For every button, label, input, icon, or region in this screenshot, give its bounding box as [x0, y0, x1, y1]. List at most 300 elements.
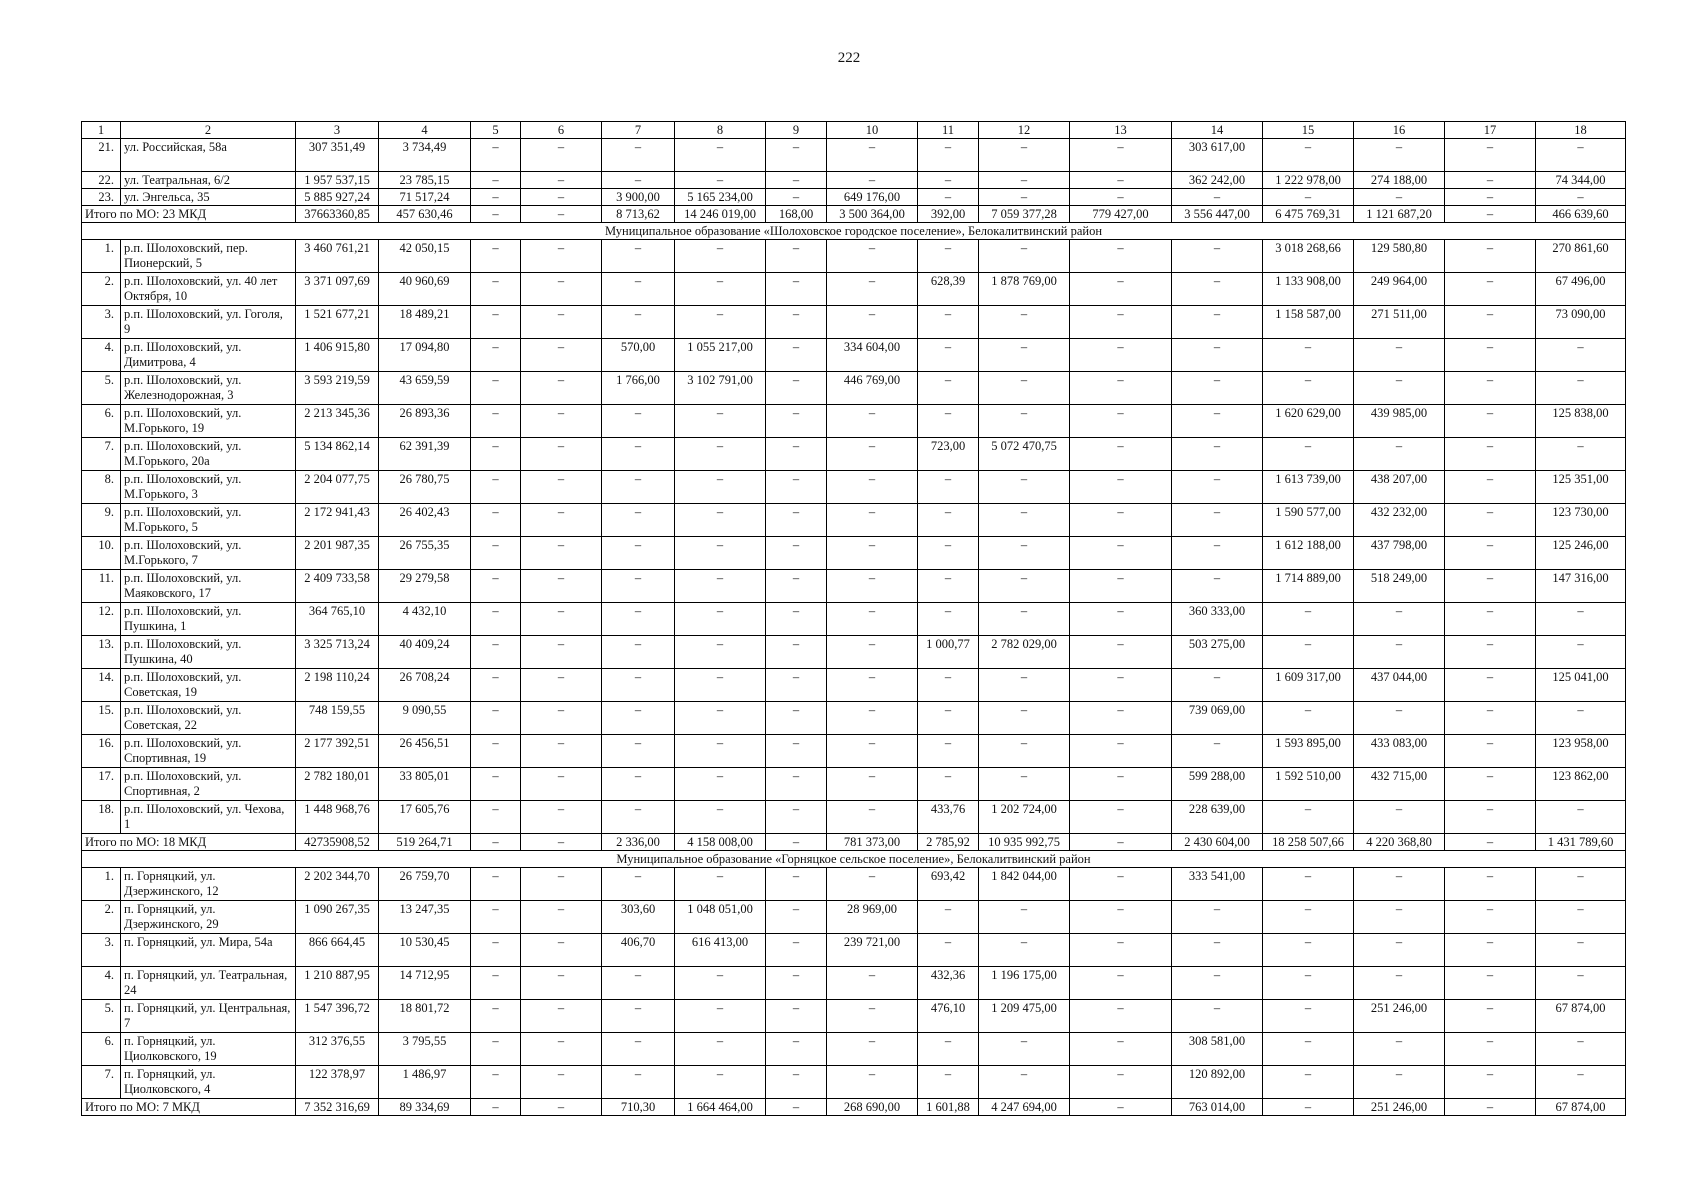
value-cell: – — [521, 967, 602, 1000]
subtotal-cell: – — [1070, 1099, 1172, 1116]
value-cell: – — [766, 405, 827, 438]
row-number: 14. — [82, 669, 121, 702]
subtotal-cell: 392,00 — [918, 206, 979, 223]
value-cell: 1 406 915,80 — [296, 339, 379, 372]
value-cell: 2 172 941,43 — [296, 504, 379, 537]
value-cell: – — [521, 934, 602, 967]
value-cell: 40 960,69 — [379, 273, 471, 306]
value-cell: – — [1172, 570, 1263, 603]
value-cell: – — [521, 438, 602, 471]
value-cell: – — [675, 603, 766, 636]
value-cell: – — [1445, 967, 1536, 1000]
address-cell: р.п. Шолоховский, ул. М.Горького, 7 — [121, 537, 296, 570]
row-number: 18. — [82, 801, 121, 834]
value-cell: 17 605,76 — [379, 801, 471, 834]
value-cell: – — [1172, 339, 1263, 372]
value-cell: – — [1070, 702, 1172, 735]
value-cell: – — [918, 240, 979, 273]
value-cell: – — [827, 537, 918, 570]
value-cell: 26 755,35 — [379, 537, 471, 570]
value-cell: 308 581,00 — [1172, 1033, 1263, 1066]
value-cell: – — [1445, 339, 1536, 372]
subtotal-cell: 779 427,00 — [1070, 206, 1172, 223]
value-cell: – — [918, 471, 979, 504]
table-row — [82, 868, 1626, 901]
value-cell: – — [1263, 901, 1354, 934]
subtotal-cell: 4 220 368,80 — [1354, 834, 1445, 851]
value-cell: – — [766, 636, 827, 669]
value-cell: – — [1354, 438, 1445, 471]
value-cell: 26 708,24 — [379, 669, 471, 702]
row-number: 5. — [82, 372, 121, 405]
subtotal-cell: 4 158 008,00 — [675, 834, 766, 851]
value-cell: 5 885 927,24 — [296, 189, 379, 206]
column-number: 4 — [379, 122, 471, 139]
value-cell: – — [1445, 735, 1536, 768]
subtotal-cell: – — [1263, 1099, 1354, 1116]
value-cell: – — [471, 702, 521, 735]
value-cell: – — [1070, 240, 1172, 273]
value-cell: – — [675, 735, 766, 768]
value-cell: 1 486,97 — [379, 1066, 471, 1099]
value-cell: – — [675, 438, 766, 471]
table-row — [82, 1033, 1626, 1066]
value-cell: – — [1070, 306, 1172, 339]
address-cell: р.п. Шолоховский, ул. Пушкина, 1 — [121, 603, 296, 636]
value-cell: – — [471, 901, 521, 934]
value-cell: – — [766, 504, 827, 537]
value-cell: 129 580,80 — [1354, 240, 1445, 273]
value-cell: – — [471, 636, 521, 669]
value-cell: 3 593 219,59 — [296, 372, 379, 405]
value-cell: – — [1070, 1066, 1172, 1099]
row-number: 2. — [82, 273, 121, 306]
value-cell: 17 094,80 — [379, 339, 471, 372]
subtotal-cell: 4 247 694,00 — [979, 1099, 1070, 1116]
value-cell: 1 613 739,00 — [1263, 471, 1354, 504]
value-cell: 5 134 862,14 — [296, 438, 379, 471]
column-number: 3 — [296, 122, 379, 139]
value-cell: 1 055 217,00 — [675, 339, 766, 372]
value-cell: – — [471, 967, 521, 1000]
value-cell: – — [471, 339, 521, 372]
value-cell: – — [1172, 438, 1263, 471]
value-cell: – — [827, 603, 918, 636]
address-cell: п. Горняцкий, ул. Театральная, 24 — [121, 967, 296, 1000]
address-cell: р.п. Шолоховский, ул. Гоголя, 9 — [121, 306, 296, 339]
value-cell: – — [675, 570, 766, 603]
value-cell: – — [1070, 273, 1172, 306]
value-cell: 3 325 713,24 — [296, 636, 379, 669]
row-number: 6. — [82, 1033, 121, 1066]
column-number: 18 — [1536, 122, 1626, 139]
subtotal-cell: 457 630,46 — [379, 206, 471, 223]
value-cell: – — [1263, 339, 1354, 372]
value-cell: – — [766, 273, 827, 306]
value-cell: 1 590 577,00 — [1263, 504, 1354, 537]
value-cell: – — [766, 669, 827, 702]
value-cell: – — [675, 669, 766, 702]
value-cell: 123 730,00 — [1536, 504, 1626, 537]
value-cell: – — [521, 339, 602, 372]
value-cell: – — [766, 934, 827, 967]
value-cell: – — [1172, 901, 1263, 934]
value-cell: – — [766, 240, 827, 273]
value-cell: 67 496,00 — [1536, 273, 1626, 306]
value-cell: 2 213 345,36 — [296, 405, 379, 438]
value-cell: – — [521, 735, 602, 768]
value-cell: – — [1445, 537, 1536, 570]
subtotal-cell: 710,30 — [602, 1099, 675, 1116]
address-cell: р.п. Шолоховский, ул. М.Горького, 5 — [121, 504, 296, 537]
table-row — [82, 139, 1626, 172]
value-cell: – — [766, 901, 827, 934]
value-cell: 1 842 044,00 — [979, 868, 1070, 901]
value-cell: – — [1536, 934, 1626, 967]
value-cell: – — [918, 669, 979, 702]
value-cell: – — [827, 669, 918, 702]
value-cell: – — [1536, 339, 1626, 372]
value-cell: – — [1172, 1000, 1263, 1033]
value-cell: – — [602, 471, 675, 504]
row-number: 7. — [82, 1066, 121, 1099]
value-cell: – — [471, 801, 521, 834]
subtotal-label: Итого по МО: 23 МКД — [82, 206, 296, 223]
value-cell: – — [766, 570, 827, 603]
value-cell: – — [766, 471, 827, 504]
subtotal-cell: – — [521, 206, 602, 223]
value-cell: – — [471, 471, 521, 504]
value-cell: – — [827, 240, 918, 273]
value-cell: 1 521 677,21 — [296, 306, 379, 339]
value-cell: – — [979, 139, 1070, 172]
row-number: 9. — [82, 504, 121, 537]
value-cell: – — [1445, 306, 1536, 339]
value-cell: 1 592 510,00 — [1263, 768, 1354, 801]
value-cell: – — [1445, 901, 1536, 934]
column-number: 8 — [675, 122, 766, 139]
value-cell: – — [602, 636, 675, 669]
value-cell: – — [1354, 801, 1445, 834]
value-cell: 362 242,00 — [1172, 172, 1263, 189]
value-cell: – — [918, 570, 979, 603]
value-cell: 739 069,00 — [1172, 702, 1263, 735]
value-cell: 29 279,58 — [379, 570, 471, 603]
value-cell: 271 511,00 — [1354, 306, 1445, 339]
address-cell: р.п. Шолоховский, ул. М.Горького, 19 — [121, 405, 296, 438]
value-cell: 433,76 — [918, 801, 979, 834]
address-cell: р.п. Шолоховский, ул. 40 лет Октября, 10 — [121, 273, 296, 306]
value-cell: 438 207,00 — [1354, 471, 1445, 504]
value-cell: – — [827, 702, 918, 735]
value-cell: – — [521, 306, 602, 339]
value-cell: 1 000,77 — [918, 636, 979, 669]
value-cell: – — [1070, 603, 1172, 636]
value-cell: – — [1263, 636, 1354, 669]
value-cell: – — [1263, 438, 1354, 471]
value-cell: – — [602, 570, 675, 603]
value-cell: – — [979, 669, 1070, 702]
value-cell: – — [471, 306, 521, 339]
value-cell: 1 196 175,00 — [979, 967, 1070, 1000]
value-cell: – — [602, 306, 675, 339]
value-cell: – — [1354, 901, 1445, 934]
value-cell: 2 782 180,01 — [296, 768, 379, 801]
row-number: 17. — [82, 768, 121, 801]
column-number: 17 — [1445, 122, 1536, 139]
value-cell: – — [979, 240, 1070, 273]
row-number: 1. — [82, 868, 121, 901]
value-cell: – — [918, 339, 979, 372]
value-cell: 518 249,00 — [1354, 570, 1445, 603]
value-cell: – — [766, 189, 827, 206]
value-cell: – — [602, 868, 675, 901]
value-cell: 33 805,01 — [379, 768, 471, 801]
value-cell: – — [827, 1033, 918, 1066]
subtotal-cell: 268 690,00 — [827, 1099, 918, 1116]
value-cell: – — [1172, 504, 1263, 537]
table-row — [82, 669, 1626, 702]
value-cell: – — [471, 868, 521, 901]
column-number: 6 — [521, 122, 602, 139]
value-cell: 503 275,00 — [1172, 636, 1263, 669]
value-cell: – — [918, 405, 979, 438]
subtotal-cell: 3 556 447,00 — [1172, 206, 1263, 223]
value-cell: – — [471, 1033, 521, 1066]
value-cell: – — [1172, 306, 1263, 339]
value-cell: – — [675, 967, 766, 1000]
value-cell: – — [1172, 471, 1263, 504]
row-number: 22. — [82, 172, 121, 189]
subtotal-cell: – — [1445, 834, 1536, 851]
value-cell: – — [827, 1000, 918, 1033]
value-cell: – — [675, 1000, 766, 1033]
address-cell: р.п. Шолоховский, ул. Советская, 19 — [121, 669, 296, 702]
value-cell: 312 376,55 — [296, 1033, 379, 1066]
value-cell: 123 958,00 — [1536, 735, 1626, 768]
value-cell: – — [979, 189, 1070, 206]
value-cell: – — [1445, 603, 1536, 636]
value-cell: – — [675, 868, 766, 901]
value-cell: 1 210 887,95 — [296, 967, 379, 1000]
address-cell: р.п. Шолоховский, ул. М.Горького, 20а — [121, 438, 296, 471]
table-row — [82, 240, 1626, 273]
row-number: 7. — [82, 438, 121, 471]
value-cell: – — [675, 504, 766, 537]
value-cell: – — [979, 504, 1070, 537]
table-row — [82, 273, 1626, 306]
value-cell: – — [602, 537, 675, 570]
value-cell: – — [766, 139, 827, 172]
value-cell: – — [1445, 172, 1536, 189]
value-cell: – — [471, 504, 521, 537]
value-cell: – — [1263, 603, 1354, 636]
value-cell: – — [1536, 438, 1626, 471]
value-cell: 616 413,00 — [675, 934, 766, 967]
address-cell: р.п. Шолоховский, ул. Спортивная, 2 — [121, 768, 296, 801]
value-cell: – — [827, 405, 918, 438]
value-cell: 432 232,00 — [1354, 504, 1445, 537]
row-number: 2. — [82, 901, 121, 934]
address-cell: р.п. Шолоховский, ул. М.Горького, 3 — [121, 471, 296, 504]
value-cell: – — [979, 1033, 1070, 1066]
subtotal-cell: 1 664 464,00 — [675, 1099, 766, 1116]
subtotal-cell: – — [766, 1099, 827, 1116]
subtotal-cell: 1 431 789,60 — [1536, 834, 1626, 851]
value-cell: – — [1354, 1033, 1445, 1066]
value-cell: – — [1070, 868, 1172, 901]
value-cell: 439 985,00 — [1354, 405, 1445, 438]
value-cell: – — [827, 801, 918, 834]
value-cell: 23 785,15 — [379, 172, 471, 189]
subtotal-cell: 519 264,71 — [379, 834, 471, 851]
value-cell: – — [1354, 603, 1445, 636]
value-cell: – — [1354, 189, 1445, 206]
value-cell: – — [1445, 273, 1536, 306]
value-cell: 723,00 — [918, 438, 979, 471]
value-cell: – — [471, 768, 521, 801]
value-cell: – — [1536, 868, 1626, 901]
value-cell: 433 083,00 — [1354, 735, 1445, 768]
page-number: 222 — [837, 50, 861, 66]
value-cell: – — [827, 273, 918, 306]
value-cell: – — [766, 702, 827, 735]
value-cell: 360 333,00 — [1172, 603, 1263, 636]
address-cell: п. Горняцкий, ул. Дзержинского, 29 — [121, 901, 296, 934]
value-cell: – — [675, 405, 766, 438]
value-cell: 2 202 344,70 — [296, 868, 379, 901]
value-cell: – — [766, 372, 827, 405]
address-cell: п. Горняцкий, ул. Циолковского, 4 — [121, 1066, 296, 1099]
value-cell: – — [1263, 868, 1354, 901]
address-cell: р.п. Шолоховский, ул. Маяковского, 17 — [121, 570, 296, 603]
subtotal-cell: 18 258 507,66 — [1263, 834, 1354, 851]
value-cell: 10 530,45 — [379, 934, 471, 967]
value-cell: – — [1172, 735, 1263, 768]
value-cell: – — [1445, 868, 1536, 901]
value-cell: – — [766, 172, 827, 189]
address-cell: р.п. Шолоховский, ул. Железнодорожная, 3 — [121, 372, 296, 405]
value-cell: – — [979, 570, 1070, 603]
table-row — [82, 189, 1626, 206]
value-cell: – — [979, 768, 1070, 801]
value-cell: – — [521, 471, 602, 504]
value-cell: – — [521, 504, 602, 537]
value-cell: – — [766, 768, 827, 801]
value-cell: – — [1070, 636, 1172, 669]
value-cell: 334 604,00 — [827, 339, 918, 372]
value-cell: – — [979, 172, 1070, 189]
value-cell: 71 517,24 — [379, 189, 471, 206]
subtotal-cell: 781 373,00 — [827, 834, 918, 851]
value-cell: 432 715,00 — [1354, 768, 1445, 801]
value-cell: – — [827, 172, 918, 189]
column-number: 2 — [121, 122, 296, 139]
value-cell: – — [602, 702, 675, 735]
value-cell: – — [1070, 669, 1172, 702]
value-cell: – — [602, 768, 675, 801]
value-cell: – — [766, 339, 827, 372]
value-cell: – — [521, 240, 602, 273]
value-cell: – — [521, 768, 602, 801]
value-cell: 3 018 268,66 — [1263, 240, 1354, 273]
subtotal-cell: 67 874,00 — [1536, 1099, 1626, 1116]
value-cell: – — [1070, 189, 1172, 206]
table-row — [82, 1000, 1626, 1033]
table-row — [82, 405, 1626, 438]
subtotal-cell: 2 785,92 — [918, 834, 979, 851]
value-cell: – — [766, 801, 827, 834]
value-cell: – — [602, 669, 675, 702]
row-number: 5. — [82, 1000, 121, 1033]
value-cell: 26 759,70 — [379, 868, 471, 901]
value-cell: – — [521, 702, 602, 735]
value-cell: 303 617,00 — [1172, 139, 1263, 172]
value-cell: – — [471, 405, 521, 438]
value-cell: – — [471, 735, 521, 768]
address-cell: ул. Театральная, 6/2 — [121, 172, 296, 189]
value-cell: – — [827, 868, 918, 901]
value-cell: – — [675, 1033, 766, 1066]
value-cell: – — [1354, 339, 1445, 372]
value-cell: – — [1445, 405, 1536, 438]
address-cell: п. Горняцкий, ул. Дзержинского, 12 — [121, 868, 296, 901]
value-cell: – — [1263, 139, 1354, 172]
address-cell: р.п. Шолоховский, ул. Пушкина, 40 — [121, 636, 296, 669]
table-row — [82, 735, 1626, 768]
value-cell: – — [918, 735, 979, 768]
subtotal-cell: 763 014,00 — [1172, 1099, 1263, 1116]
value-cell: 3 460 761,21 — [296, 240, 379, 273]
value-cell: 628,39 — [918, 273, 979, 306]
value-cell: – — [1536, 189, 1626, 206]
value-cell: – — [979, 901, 1070, 934]
value-cell: – — [827, 735, 918, 768]
row-number: 15. — [82, 702, 121, 735]
value-cell: – — [1445, 240, 1536, 273]
value-cell: 570,00 — [602, 339, 675, 372]
value-cell: – — [521, 172, 602, 189]
table-row — [82, 504, 1626, 537]
value-cell: 18 801,72 — [379, 1000, 471, 1033]
value-cell: – — [766, 735, 827, 768]
value-cell: 125 838,00 — [1536, 405, 1626, 438]
address-cell: п. Горняцкий, ул. Центральная, 7 — [121, 1000, 296, 1033]
value-cell: – — [1445, 1000, 1536, 1033]
value-cell: – — [1263, 1000, 1354, 1033]
value-cell: 364 765,10 — [296, 603, 379, 636]
value-cell: – — [1070, 139, 1172, 172]
value-cell: – — [918, 172, 979, 189]
value-cell: – — [1445, 372, 1536, 405]
section-heading-row — [82, 223, 1626, 240]
row-number: 4. — [82, 967, 121, 1000]
row-number: 13. — [82, 636, 121, 669]
value-cell: – — [918, 189, 979, 206]
value-cell: – — [918, 768, 979, 801]
value-cell: – — [918, 537, 979, 570]
value-cell: – — [521, 189, 602, 206]
value-cell: – — [521, 868, 602, 901]
value-cell: 693,42 — [918, 868, 979, 901]
value-cell: – — [602, 504, 675, 537]
value-cell: 432,36 — [918, 967, 979, 1000]
address-cell: р.п. Шолоховский, пер. Пионерский, 5 — [121, 240, 296, 273]
table-row — [82, 339, 1626, 372]
address-cell: р.п. Шолоховский, ул. Спортивная, 19 — [121, 735, 296, 768]
subtotal-cell: 251 246,00 — [1354, 1099, 1445, 1116]
value-cell: – — [675, 172, 766, 189]
